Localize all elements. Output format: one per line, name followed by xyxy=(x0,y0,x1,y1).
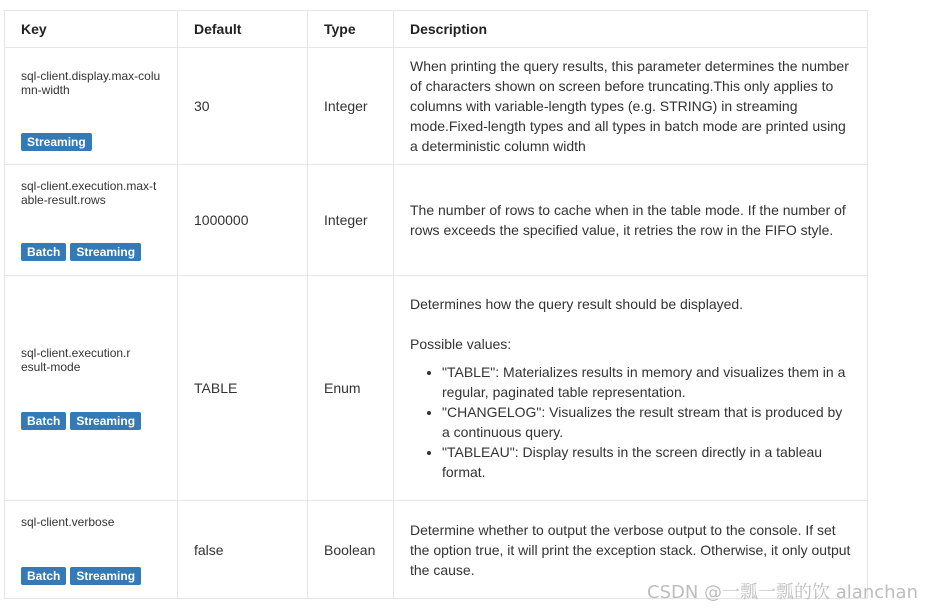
type-cell: Integer xyxy=(308,165,394,276)
streaming-badge: Streaming xyxy=(70,243,141,261)
key-cell xyxy=(5,501,178,599)
type-cell: Boolean xyxy=(308,501,394,599)
key-cell xyxy=(5,276,178,501)
description-cell xyxy=(394,276,868,501)
streaming-badge: Streaming xyxy=(70,412,141,430)
type-cell: Integer xyxy=(308,48,394,165)
badge-group xyxy=(21,412,161,430)
key-cell xyxy=(5,165,178,276)
option-key: sql-client.verbose xyxy=(21,514,115,529)
default-cell: TABLE xyxy=(178,276,308,501)
description-text: Determine whether to output the verbose output to the console. If set the option true, it will print the exception stack. Otherwise, it only output the cause. xyxy=(410,521,851,578)
header-description: Description xyxy=(394,11,868,48)
badge-group xyxy=(21,133,161,151)
config-options-table xyxy=(4,10,868,599)
description-text: The number of rows to cache when in the table mode. If the number of rows exceeds the specified value, it retries the row in the FIFO style. xyxy=(410,202,846,238)
default-cell: false xyxy=(178,501,308,599)
option-key: sql-client.execution.result-mode xyxy=(21,346,131,374)
description-intro: Determines how the query result should be displayed. xyxy=(410,296,744,312)
badge-group xyxy=(21,243,161,261)
table-row xyxy=(5,276,868,501)
description-cell xyxy=(394,165,868,276)
description-possible-values: Possible values: xyxy=(410,336,512,352)
key-cell xyxy=(5,48,178,165)
badge-group xyxy=(21,567,161,585)
description-cell xyxy=(394,48,868,165)
streaming-badge: Streaming xyxy=(21,133,92,151)
description-text: When printing the query results, this parameter determines the number of characters shown on screen before truncating.This only applies to columns with variable-length types (e.g. STRING) in streaming mode.Fixed-length types and all types in batch mode are printed using a deterministic column width xyxy=(410,58,849,154)
table-header-row xyxy=(5,11,868,48)
table-row xyxy=(5,48,868,165)
type-cell: Enum xyxy=(308,276,394,501)
header-key: Key xyxy=(5,11,178,48)
list-item: • "TABLE": Materializes results in memory and visualizes them in a regular, paginated table representation. xyxy=(442,362,851,402)
default-cell: 1000000 xyxy=(178,165,308,276)
list-item: • "TABLEAU": Display results in the screen directly in a tableau format. xyxy=(442,442,851,482)
option-key: sql-client.execution.max-table-result.rows xyxy=(21,179,157,207)
batch-badge: Batch xyxy=(21,243,66,261)
default-cell: 30 xyxy=(178,48,308,165)
streaming-badge: Streaming xyxy=(70,567,141,585)
batch-badge: Batch xyxy=(21,412,66,430)
header-type: Type xyxy=(308,11,394,48)
list-item: • "CHANGELOG": Visualizes the result stream that is produced by a continuous query. xyxy=(442,402,851,442)
batch-badge: Batch xyxy=(21,567,66,585)
option-key: sql-client.display.max-column-width xyxy=(21,69,161,97)
table-row xyxy=(5,165,868,276)
possible-values-list xyxy=(410,362,851,482)
header-default: Default xyxy=(178,11,308,48)
csdn-watermark: CSDN @一瓢一瓢的饮 alanchan xyxy=(647,582,918,603)
